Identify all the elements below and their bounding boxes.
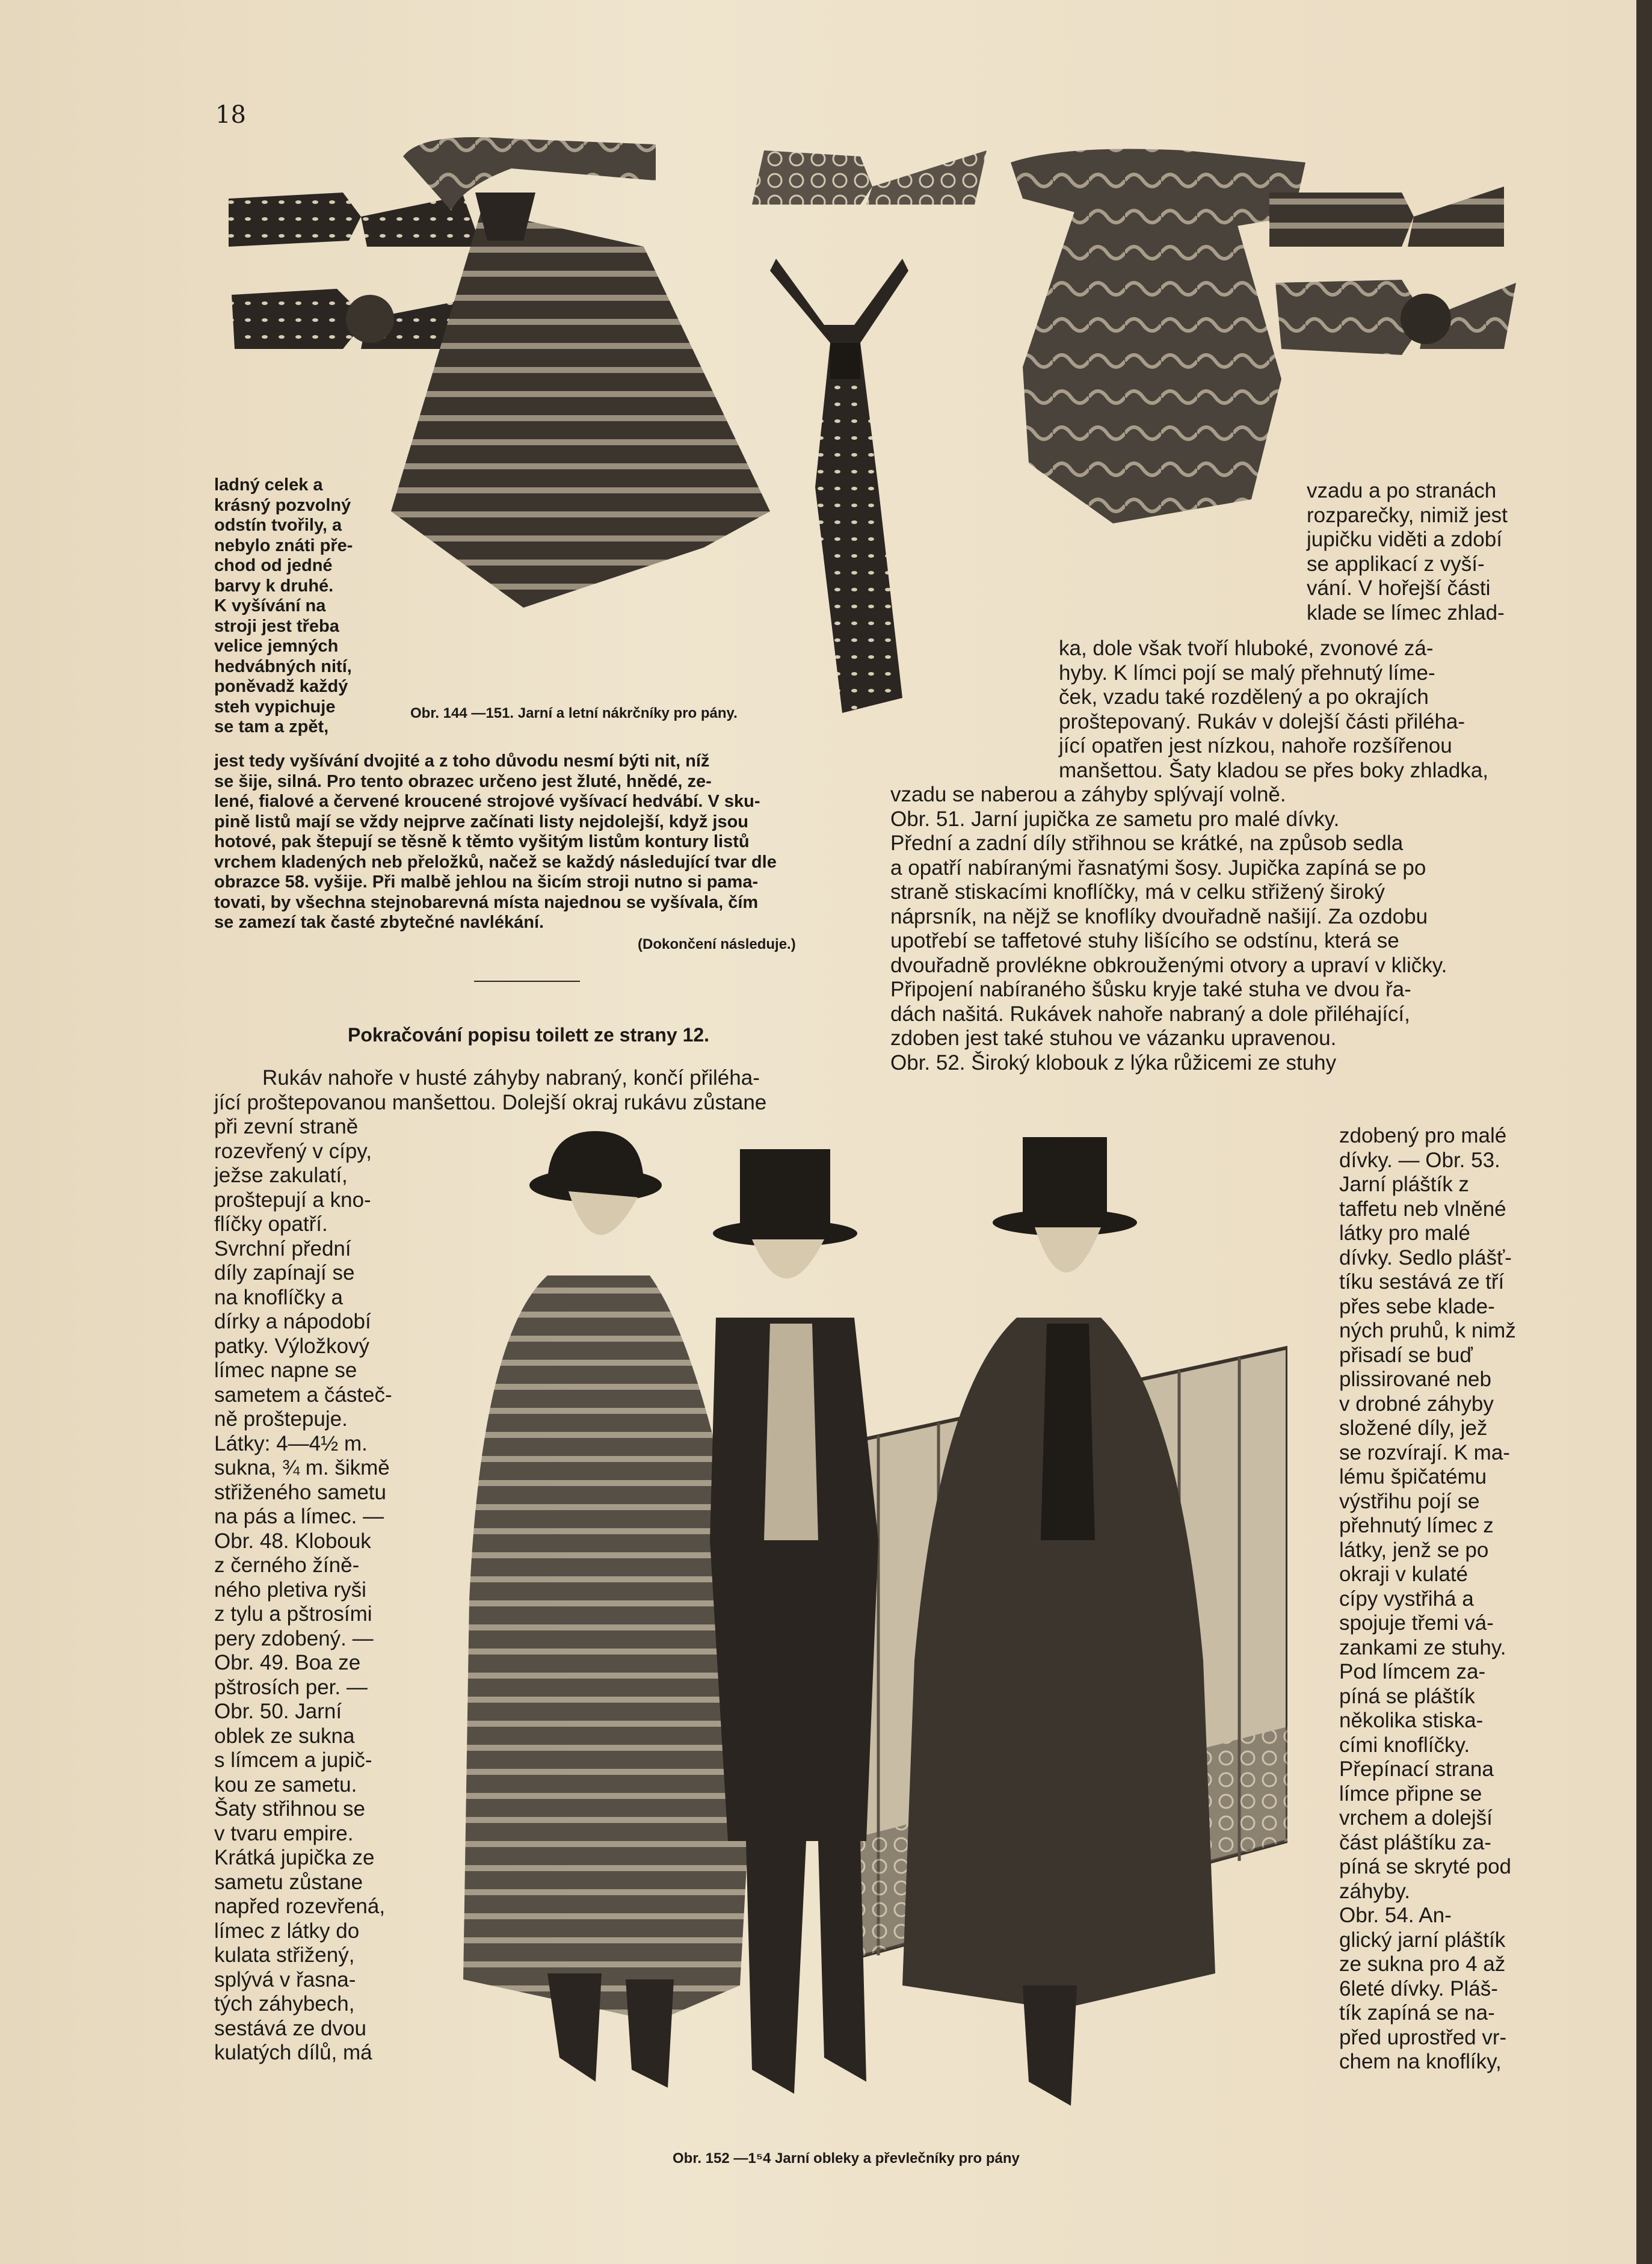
wide-cravat [1011, 149, 1305, 524]
article2-left-column: při zevní straně rozevřený v cípy, ježse zakulatí, proštepují a kno- flíčky opatří. Svrchní přední díly zapínají se na knoflíčky a dírky a nápodobí patky. Výložkový límec napne se sametem a částeč- ně proštepuje. Látky: 4—4½ m. sukna, ¾ m. šikmě střiženého sametu na pás a límec. — Obr. 48. Klobouk z černého žíně- ného pletiva ryši z tylu a pštrosími pery zdobený. — Obr. 49. Boa ze pštrosích per. — Obr. 50. Jarní oblek ze sukna s límcem a jupič- kou ze sametu. Šaty střihnou se v tvaru empire. Krátká jupička ze sametu zůstane napřed rozevřená, límec z látky do kulata střižený, splývá v řasna- tých záhybech, sestává ze dvou kulatých dílů, má [214, 1115, 392, 2064]
article1-wide-text: jest tedy vyšívání dvojité a z toho důvodu nesmí býti nit, níž se šije, silná. Pro tento obrazec určeno jest žluté, hnědé, ze- lené, fialové a červené kroucené strojové vyšívací hedvábí. V sku- pině listů mají se vždy nejprve začínati listy nejdolejší, když jsou hotové, pak štepují se těsně k těmto vyšitým listům kontury listů vrchem kladených neb přeložků, načež se každý následující tvar dle obrazce 58. vyšije. Při malbě jehlou na šicím stroji nutno si pama- tovati, by všechna stejnobarevná místa najednou se vyšívala, čím se zamezí tak časté zbytečné navlékání. [214, 751, 777, 932]
man-right-tophat [902, 1137, 1215, 2106]
article2-right-full: vzadu se naberou a záhyby splývají volně. Obr. 51. Jarní jupička ze sametu pro malé dívky. Přední a zadní díly střihnou se krátké, na způsob sedla a opatří nabíranými řasnatými šosy. Jupička zapíná se po straně stiskacími knoflíčky, má v celku střižený široký náprsník, na nějž se knoflíky dvouřadně našijí. Za ozdobu upotřebí se taffetové stuhy lišícího se odstínu, která se dvouřadně provlékne obkrouženými otvory a upraví v kličky. Připojení nabíraného šůsku kryje také stuha ve dvou řa- dách našitá. Rukávek nahoře nabraný a dole přiléhající, zdoben jest také stuhou ve vázanku upravenou. Obr. 52. Široký klobouk z lýka růžicemi ze stuhy [890, 783, 1447, 1075]
bow-tie-right-top [1269, 187, 1504, 247]
men-coats-illustration [457, 1119, 1287, 2130]
caption-coats: Obr. 152 —1⁵4 Jarní obleky a převlečníky pro pány [673, 2150, 1020, 2167]
article2-heading: Pokračování popisu toilett ze strany 12. [348, 1024, 710, 1046]
long-necktie [770, 259, 908, 713]
article2-right-column: zdobený pro malé dívky. — Obr. 53. Jarní pláštík z taffetu neb vlněné látky pro malé dívky. Sedlo plášť- tíku sestává ze tří přes sebe klade- ných pruhů, k nimž přisadí se buď plissirované neb v drobné záhyby složené díly, jež se rozvírají. K ma- lému špičatému výstřihu pojí se přehnutý límec z látky, jenž se po okraji v kulaté cípy vystřihá a spojuje třemi vá- zankami ze stuhy. Pod límcem za- píná se pláštík několika stiska- cími knoflíčky. Přepínací strana límce připne se vrchem a dolejší část pláštíku za- píná se skryté pod záhyby. Obr. 54. An- glický jarní pláštík ze sukna pro 4 až 6leté dívky. Pláš- tík zapíná se na- před uprostřed vr- chem na knoflíky, [1339, 1124, 1516, 2073]
bow-tie-left-bottom [232, 289, 475, 349]
article2-right-top: vzadu a po stranách rozparečky, nimiž jest jupičku viděti a zdobí se applikací z vyší- vání. V hořejší části klade se límec zhlad- [1307, 479, 1508, 625]
caption-neckties: Obr. 144 —151. Jarní a letní nákrčníky pro pány. [410, 705, 738, 721]
article1-narrow-text: ladný celek a krásný pozvolný odstín tvořily, a nebylo znáti pře- chod od jedné barvy k druhé. K vyšívání na stroji jest třeba velice jemných hedvábných nití, poněvadž každý steh vypichuje se tam a zpět, [214, 475, 353, 736]
hex-bow-tie [752, 150, 987, 205]
page-edge [1636, 0, 1652, 2264]
article2-intro: Rukáv nahoře v husté záhyby nabraný, končí přiléha- jící proštepovanou manšettou. Dolejší okraj rukávu zůstane [214, 1066, 767, 1114]
article2-right-mid: ka, dole však tvoří hluboké, zvonové zá- hyby. K límci pojí se malý přehnutý líme- ček, vzadu také rozdělený a po okrajích proštepovaný. Rukáv v dolejší části přiléha- jící opatřen jest nízkou, nahoře rozšířenou manšettou. Šaty kladou se přes boky zhladka, [1059, 637, 1489, 782]
divider-rule [474, 981, 580, 982]
page-number: 18 [215, 101, 246, 129]
bow-tie-right-bottom [1275, 280, 1516, 355]
continued-note: (Dokončení následuje.) [638, 936, 796, 952]
man-left-bowler [463, 1131, 758, 2088]
